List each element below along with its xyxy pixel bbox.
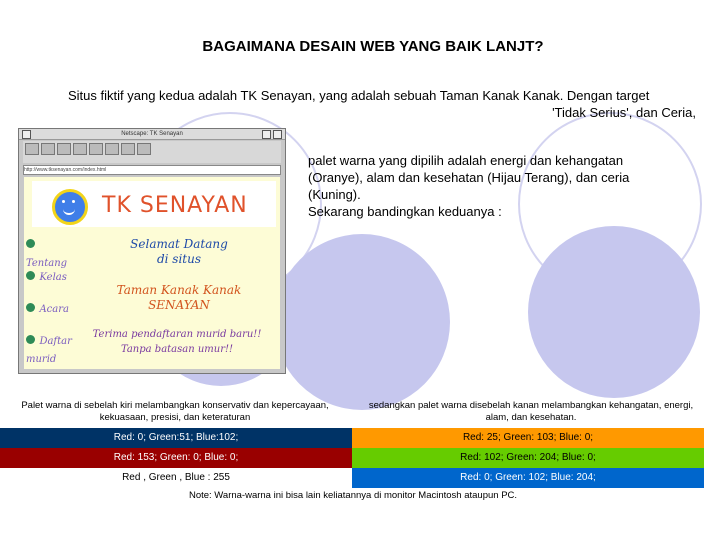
- reload-icon: [57, 143, 71, 155]
- swatch-left-2: Red: 153; Green: 0; Blue: 0;: [0, 448, 352, 468]
- close-box-icon: [22, 130, 31, 139]
- smiley-flower-icon: [52, 189, 88, 225]
- forward-icon: [41, 143, 55, 155]
- swatch-left-1: Red: 0; Green:51; Blue:102;: [0, 428, 352, 448]
- browser-page-content: [24, 177, 280, 369]
- images-icon: [105, 143, 119, 155]
- nav-dot-icon: [26, 335, 35, 344]
- description-line-1: palet warna yang dipilih adalah energi dan kehangatan: [308, 153, 624, 168]
- school-line-1: Taman Kanak Kanak: [116, 283, 242, 297]
- welcome-line-1: Selamat Datang: [130, 237, 228, 251]
- browser-toolbar: [23, 141, 281, 163]
- notice-line-1: Terima pendaftaran murid baru!!: [92, 329, 262, 340]
- description-line-2: (Oranye), alam dan kesehatan (Hijau Terang), dan ceria: [308, 170, 630, 185]
- swatch-right-1: Red: 25; Green: 103; Blue: 0;: [352, 428, 704, 448]
- decor-circle-center: [274, 234, 450, 410]
- swatch-column-left: [0, 428, 352, 488]
- site-name: TK SENAYAN: [102, 193, 248, 218]
- intro-text: [68, 87, 696, 121]
- welcome-text: [84, 237, 274, 267]
- site-nav: [26, 235, 72, 363]
- caption-left: Palet warna di sebelah kiri melambangkan konservativ dan kepercayaan, kekuasaan, presisi, dan keteraturan: [21, 400, 329, 423]
- browser-url-bar: http://www.tksenayan.com/index.html: [23, 165, 281, 175]
- page-title: BAGAIMANA DESAIN WEB YANG BAIK LANJT?: [202, 38, 544, 55]
- browser-screenshot: [18, 128, 286, 374]
- print-icon: [121, 143, 135, 155]
- nav-dot-icon: [26, 239, 35, 248]
- intro-line-1: Situs fiktif yang kedua adalah TK Senayan, yang adalah sebuah Taman Kanak Kanak. Dengan target: [68, 88, 650, 103]
- nav-item-acara: Acara: [26, 299, 72, 331]
- browser-window-title: Netscape: TK Senayan: [121, 131, 183, 137]
- stop-icon: [137, 143, 151, 155]
- notice-text: [76, 327, 278, 357]
- nav-dot-icon: [26, 271, 35, 280]
- browser-titlebar: [19, 129, 285, 140]
- swatch-left-3: Red , Green , Blue : 255: [0, 468, 352, 488]
- swatch-right-2: Red: 102; Green: 204; Blue: 0;: [352, 448, 704, 468]
- palette-description: [308, 152, 668, 220]
- swatch-right-3: Red: 0; Green: 102; Blue: 204;: [352, 468, 704, 488]
- welcome-line-2: di situs: [156, 252, 202, 266]
- caption-right: sedangkan palet warna disebelah kanan melambangkan kehangatan, energi, alam, dan kesehatan.: [368, 400, 694, 423]
- swatch-column-right: [352, 428, 704, 488]
- footnote: Note: Warna-warna ini bisa lain keliatannya di monitor Macintosh ataupun PC.: [188, 490, 518, 501]
- search-icon: [89, 143, 103, 155]
- intro-line-2: 'Tidak Serius', dan Ceria,: [552, 105, 696, 120]
- nav-item-kelas: Kelas: [26, 267, 72, 299]
- school-name-text: [84, 283, 274, 313]
- school-line-2: SENAYAN: [148, 298, 210, 312]
- collapse-box-icon: [273, 130, 282, 139]
- description-line-4: Sekarang bandingkan keduanya :: [308, 204, 502, 219]
- home-icon: [73, 143, 87, 155]
- nav-item-tentang: Tentang: [26, 235, 72, 267]
- nav-item-daftar-murid: Daftar murid: [26, 336, 72, 365]
- site-banner: [32, 181, 276, 227]
- zoom-box-icon: [262, 130, 271, 139]
- back-icon: [25, 143, 39, 155]
- notice-line-2: Tanpa batasan umur!!: [120, 344, 234, 355]
- description-line-3: (Kuning).: [308, 187, 361, 202]
- decor-circle-right: [528, 226, 700, 398]
- nav-dot-icon: [26, 303, 35, 312]
